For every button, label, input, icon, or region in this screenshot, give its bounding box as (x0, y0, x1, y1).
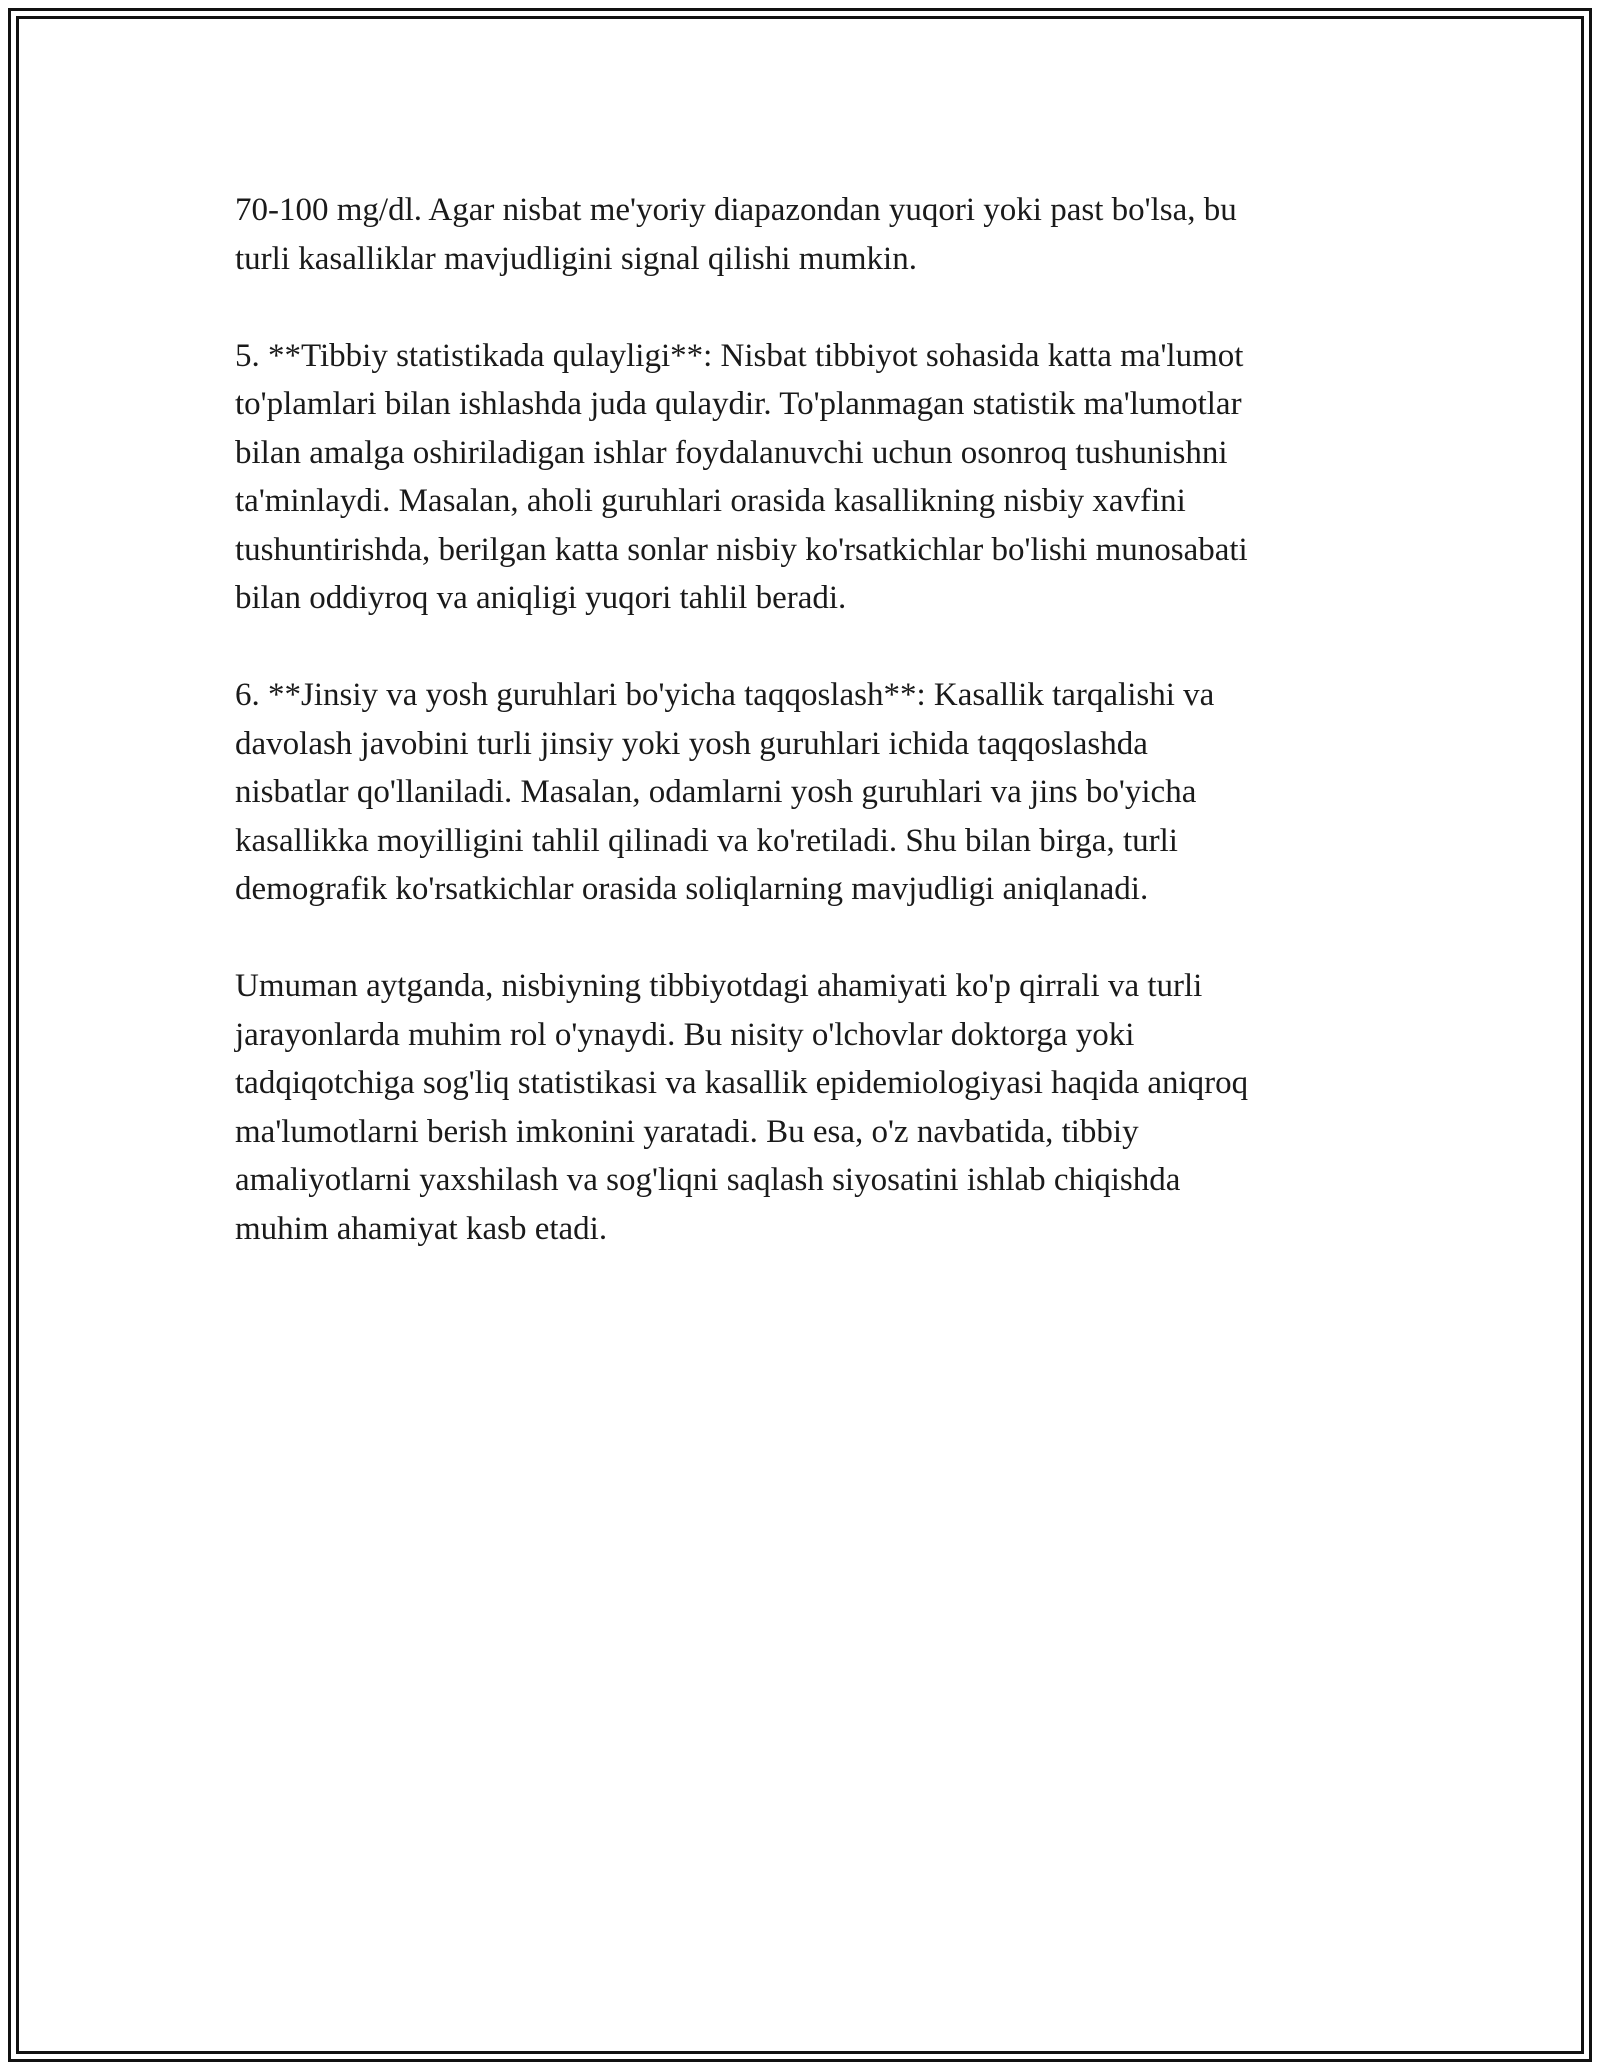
document-body (235, 186, 1385, 1302)
paragraph-item-5-statistics: 5. **Tibbiy statistikada qulayligi**: Nisbat tibbiyot sohasida katta ma'lumot to'plamlari bilan ishlashda juda qulaydir. To'planmagan statistik ma'lumotlar bilan amalga oshiriladigan ishlar foydalanuvchi uchun osonroq tushunishni ta'minlaydi. Masalan, aholi guruhlari orasida kasallikning nisbiy xavfini tushuntirishda, berilgan katta sonlar nisbiy ko'rsatkichlar bo'lishi munosabati bilan oddiyroq va aniqligi yuqori tahlil beradi. (235, 337, 1248, 616)
paragraph-item-6-comparison: 6. **Jinsiy va yosh guruhlari bo'yicha taqqoslash**: Kasallik tarqalishi va davolash javobini turli jinsiy yoki yosh guruhlari ichida taqqoslashda nisbatlar qo'llaniladi. Masalan, odamlarni yosh guruhlari va jins bo'yicha kasallikka moyilligini tahlil qilinadi va ko'retiladi. Shu bilan birga, turli demografik ko'rsatkichlar orasida soliqlarning mavjudligi aniqlanadi. (235, 677, 1215, 907)
paragraph-glucose-range: 70-100 mg/dl. Agar nisbat me'yoriy diapazondan yuqori yoki past bo'lsa, bu turli kasalliklar mavjudligini signal qilishi mumkin. (235, 192, 1237, 277)
paragraph-conclusion: Umuman aytganda, nisbiyning tibbiyotdagi ahamiyati ko'p qirrali va turli jarayonlarda muhim rol o'ynaydi. Bu nisity o'lchovlar doktorga yoki tadqiqotchiga sog'liq statistikasi va kasallik epidemiologiyasi haqida aniqroq ma'lumotlarni berish imkonini yaratadi. Bu esa, o'z navbatida, tibbiy amaliyotlarni yaxshilash va sog'liqni saqlash siyosatini ishlab chiqishda muhim ahamiyat kasb etadi. (235, 968, 1249, 1247)
